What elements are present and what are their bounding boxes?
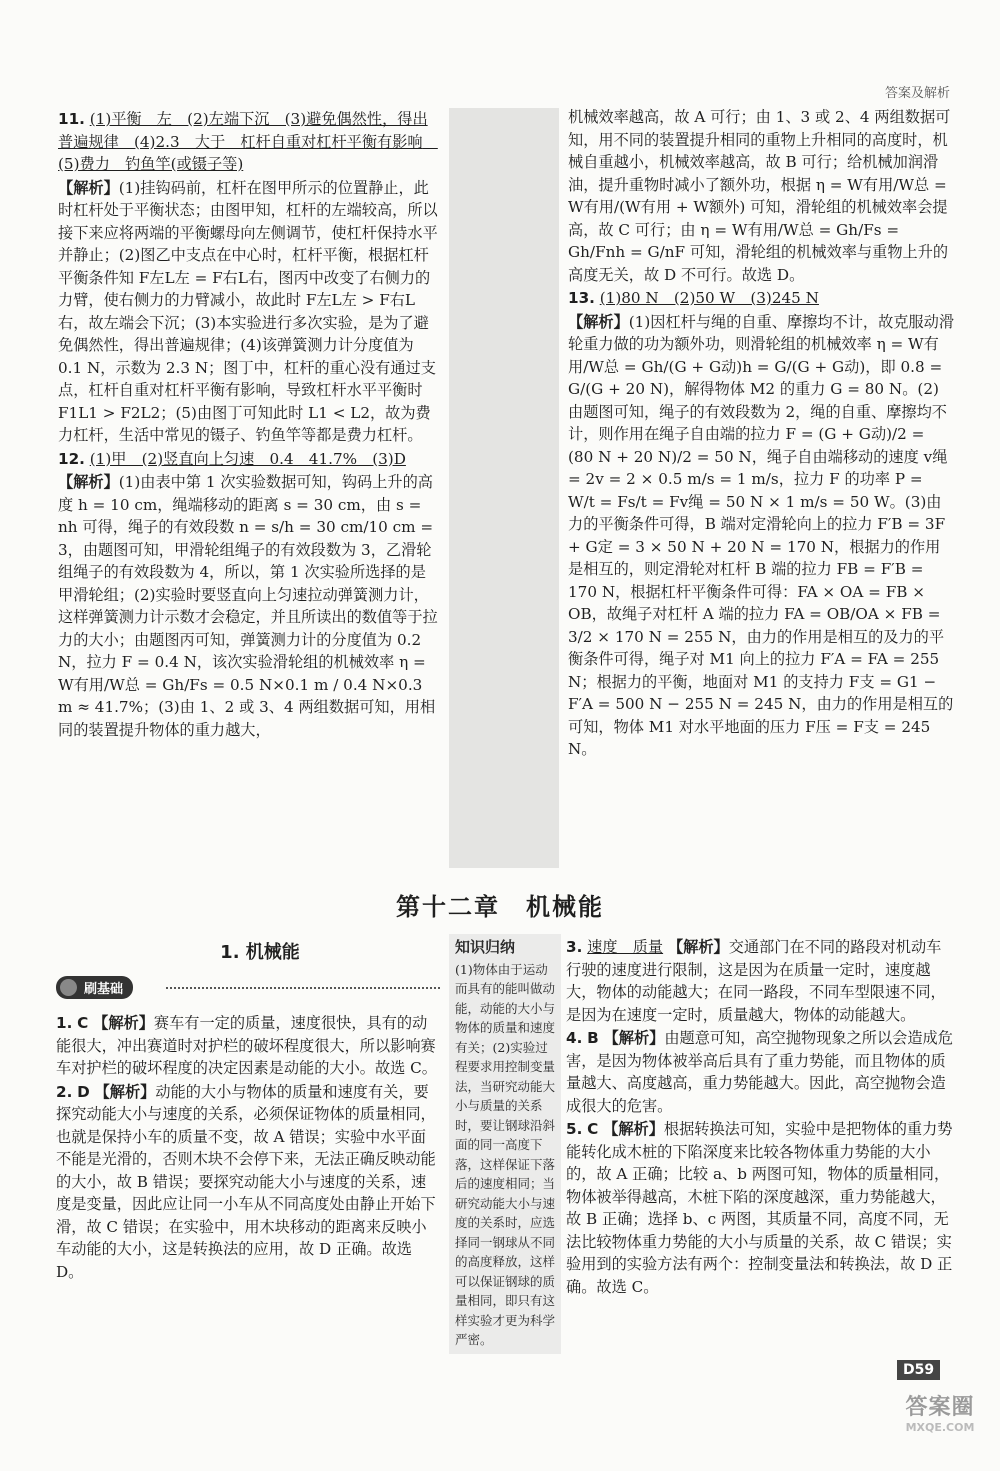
watermark-logo xyxy=(895,1390,985,1460)
answer-choice: B xyxy=(587,1029,599,1047)
question-4 xyxy=(566,1027,956,1117)
question-number: 3. xyxy=(566,938,583,956)
explanation-11 xyxy=(58,177,440,447)
header-label: 答案及解析 xyxy=(884,86,950,101)
answer-choice: C xyxy=(587,1120,599,1138)
question-number: 1. xyxy=(56,1014,73,1032)
question-11 xyxy=(58,108,440,176)
section-title: 1. 机械能 xyxy=(220,942,300,963)
question-12 xyxy=(58,448,440,471)
knowledge-note xyxy=(449,934,561,1354)
question-number: 13. xyxy=(568,289,595,307)
answer-text: 速度 质量 xyxy=(587,938,664,956)
explanation-text: (1)由表中第 1 次实验数据可知，钩码上升的高度 h = 10 cm，绳端移动的距离 s = 30 cm，由 s = nh 可得，绳子的有效段数 n = s/h = 30 cm/10 cm = 3，由题图可知，甲滑轮组绳子的有效段数为 3，乙滑轮组绳子的有效段数为 4，所以，第 1 次实验所选择的是甲滑轮组；(2)实验时要竖直向上匀速拉动弹簧测力计，这样弹簧测力计示数才会稳定，并且所读出的数值等于拉力的大小；由题图丙可知，弹簧测力计的分度值为 0.2 N，拉力 F = 0.4 N，该次实验滑轮组的机械效率 η = W有用/W总 = Gh/Fs = 0.5 N×0.1 m / 0.4 N×0.3 m ≈ 41.7%；(3)由 1、2 或 3、4 两组数据可知，用相同的装置提升物体的重力越大， xyxy=(58,473,438,739)
explanation-text: 由题意可知，高空抛物现象之所以会造成危害，是因为物体被举高后具有了重力势能，而且物体的质量越大、高度越高，重力势能越大。因此，高空抛物会造成很大的危害。 xyxy=(566,1029,953,1115)
note-text: (1)物体由于运动而具有的能叫做动能，动能的大小与物体的质量和速度有关；(2)实验过程要求用控制变量法，当研究动能大小与质量的关系时，要让钢球沿斜面的同一高度下落，这样保证下落后的速度相同；当研究动能大小与速度的关系时，应选择同一钢球从不同的高度释放，这样可以保证钢球的质量相同，即只有这样实验才更为科学严密。 xyxy=(455,961,556,1347)
question-number: 12. xyxy=(58,449,85,468)
dotted-divider xyxy=(166,987,440,989)
explanation-12 xyxy=(58,471,440,741)
question-13 xyxy=(568,287,954,310)
right-top-column xyxy=(568,106,954,762)
explanation-12-continued: 机械效率越高，故 A 可行；由 1、3 或 2、4 两组数据可知，用不同的装置提升相同的重物上升相同的高度时，机械自重越小，机械效率越高，故 B 可行；给机械加润滑油，提升重物时减小了额外功，根据 η = W有用/W总 = W有用/(W有用 + W额外) 可知，滑轮组的机械效率会提高，故 C 可行；由 η = W有用/W总 = Gh/Fs = Gh/Fnh = G/nF 可知，滑轮组的机械效率与重物上升的高度无关，故 D 不可行。故选 D。 xyxy=(568,108,951,284)
watermark-url: MXQE.COM xyxy=(905,1421,975,1434)
chapter-title: 第十二章 机械能 xyxy=(396,893,604,921)
question-number: 11. xyxy=(58,110,85,128)
watermark-logo-text: 答案圈 xyxy=(905,1395,975,1420)
explanation-tag: 【解析】 xyxy=(58,178,119,197)
explanation-text: 交通部门在不同的路段对机动车行驶的速度进行限制，这是因为在质量一定时，速度越大，物体的动能越大；在同一路段，不同车型限速不同，是因为在速度一定时，质量越大，物体的动能越大。 xyxy=(566,938,946,1024)
explanation-tag: 【解析】 xyxy=(603,1029,665,1047)
note-title: 知识归纳 xyxy=(455,938,516,956)
explanation-tag: 【解析】 xyxy=(603,1120,664,1138)
explanation-tag: 【解析】 xyxy=(58,473,119,491)
explanation-text: 动能的大小与物体的质量和速度有关，要探究动能大小与速度的关系，必须保证物体的质量相同，也就是保持小车的质量不变，故 A 错误；实验中水平面不能是光滑的，否则木块不会停下来，无法正确反映动能的大小，故 B 错误；要探究动能大小与速度的关系，速度是变量，因此应让同一小车从不同高度处由静止开始下滑，故 C 错误；在实验中，用木块移动的距离来反映小车动能的大小，这是转换法的应用，故 D 正确。故选 D。 xyxy=(56,1082,436,1281)
question-number: 5. xyxy=(566,1120,583,1138)
left-top-column xyxy=(58,108,440,742)
page-number: D59 xyxy=(897,1360,940,1380)
explanation-tag: 【解析】 xyxy=(568,312,629,331)
answer-choice: C xyxy=(77,1014,89,1032)
question-3 xyxy=(566,936,956,1026)
left-bottom-column xyxy=(56,1012,440,1284)
question-5 xyxy=(566,1118,956,1298)
answer-choice: D xyxy=(77,1082,90,1101)
question-number: 2. xyxy=(56,1082,73,1101)
explanation-tag: 【解析】 xyxy=(94,1082,156,1101)
explanation-text: (1)因杠杆与绳的自重、摩擦均不计，故克服动滑轮重力做的功为额外功，则滑轮组的机械效率 η = W有用/W总 = Gh/(G + G动)h = G/(G + G动)，即 0.8 = G/(G + 20 N)，解得物体 M2 的重力 G = 80 N。(2)由题图可知，绳子的有效段数为 2，绳的自重、摩擦均不计，则作用在绳子自由端的拉力 F = (G + G动)/2 = (80 N + 20 N)/2 = 50 N，绳子自由端移动的速度 v绳 = 2v = 2 × 0.5 m/s = 1 m/s，拉力 F 的功率 P = W/t = Fs/t = Fv绳 = 50 N × 1 m/s = 50 W。(3)由力的平衡条件可得，B 端对定滑轮向上的拉力 F′B = 3F + G定 = 3 × 50 N + 20 N = 170 N，根据力的作用是相互的，则定滑轮对杠杆 B 端的拉力 FB = F′B = 170 N，根据杠杆平衡条件可得：FA × OA = FB × OB，故绳子对杠杆 A 端的拉力 FA = OB/OA × FB = 3/2 × 170 N = 255 N，由力的作用是相互的及力的平衡条件可得，绳子对 M1 向上的拉力 F′A = FA = 255 N；根据力的平衡，地面对 M1 的支持力 F支 = G1 − F′A = 500 N − 255 N = 245 N，由力的作用是相互的可知，物体 M1 对水平地面的压力 F压 = F支 = 245 N。 xyxy=(568,312,955,758)
badge-row xyxy=(56,976,440,1000)
answer-text: (1)平衡 左 (2)左端下沉 (3)避免偶然性，得出普遍规律 (4)2.3 大于 杠杆自重对杠杆平衡有影响 (5)费力 钓鱼竿(或镊子等) xyxy=(58,110,438,173)
question-number: 4. xyxy=(566,1029,583,1047)
answer-text: (1)80 N (2)50 W (3)245 N xyxy=(599,289,819,307)
explanation-text: 赛车有一定的质量，速度很快，具有的动能很大，冲出赛道时对护栏的破坏程度很大，所以影响赛车对护栏的破坏程度的决定因素是动能的大小。故选 C。 xyxy=(56,1014,437,1077)
explanation-text: 根据转换法可知，实验中是把物体的重力势能转化成木桩的下陷深度来比较各物体重力势能的大小的，故 A 正确；比较 a、b 两图可知，物体的质量相同，物体被举得越高，木桩下陷的深度越深，重力势能越大，故 B 正确；选择 b、c 两图，其质量不同，高度不同，无法比较物体重力势能的大小与质量的关系，故 C 错误；实验用到的实验方法有两个：控制变量法和转换法，故 D 正确。故选 C。 xyxy=(566,1120,953,1296)
right-bottom-column xyxy=(566,936,956,1299)
explanation-text: (1)挂钩码前，杠杆在图甲所示的位置静止，此时杠杆处于平衡状态；由图甲知，杠杆的左端较高，所以接下来应将两端的平衡螺母向左侧调节，使杠杆保持水平并静止；(2)图乙中支点在中心时，杠杆平衡，根据杠杆平衡条件知 F左L左 = F右L右，图丙中改变了右侧力的力臂，使右侧力的力臂减小，故此时 F左L左 > F右L右，故左端会下沉；(3)本实验进行多次实验，是为了避免偶然性，得出普遍规律；(4)该弹簧测力计分度值为 0.1 N，示数为 2.3 N；图丁中，杠杆的重心没有通过支点，杠杆自重对杠杆平衡有影响，导致杠杆水平平衡时 F1L1 > F2L2；(5)由图丁可知此时 L1 < L2，故为费力杠杆，生活中常见的镊子、钓鱼竿等都是费力杠杆。 xyxy=(58,178,438,444)
explanation-tag: 【解析】 xyxy=(93,1014,154,1032)
sidebar-strip xyxy=(449,108,559,868)
explanation-tag: 【解析】 xyxy=(667,938,729,956)
question-1 xyxy=(56,1012,440,1080)
question-2 xyxy=(56,1081,440,1284)
explanation-13 xyxy=(568,311,954,761)
answer-text: (1)甲 (2)竖直向上匀速 0.4 41.7% (3)D xyxy=(89,449,406,468)
practice-badge: 刷基础 xyxy=(56,976,133,999)
